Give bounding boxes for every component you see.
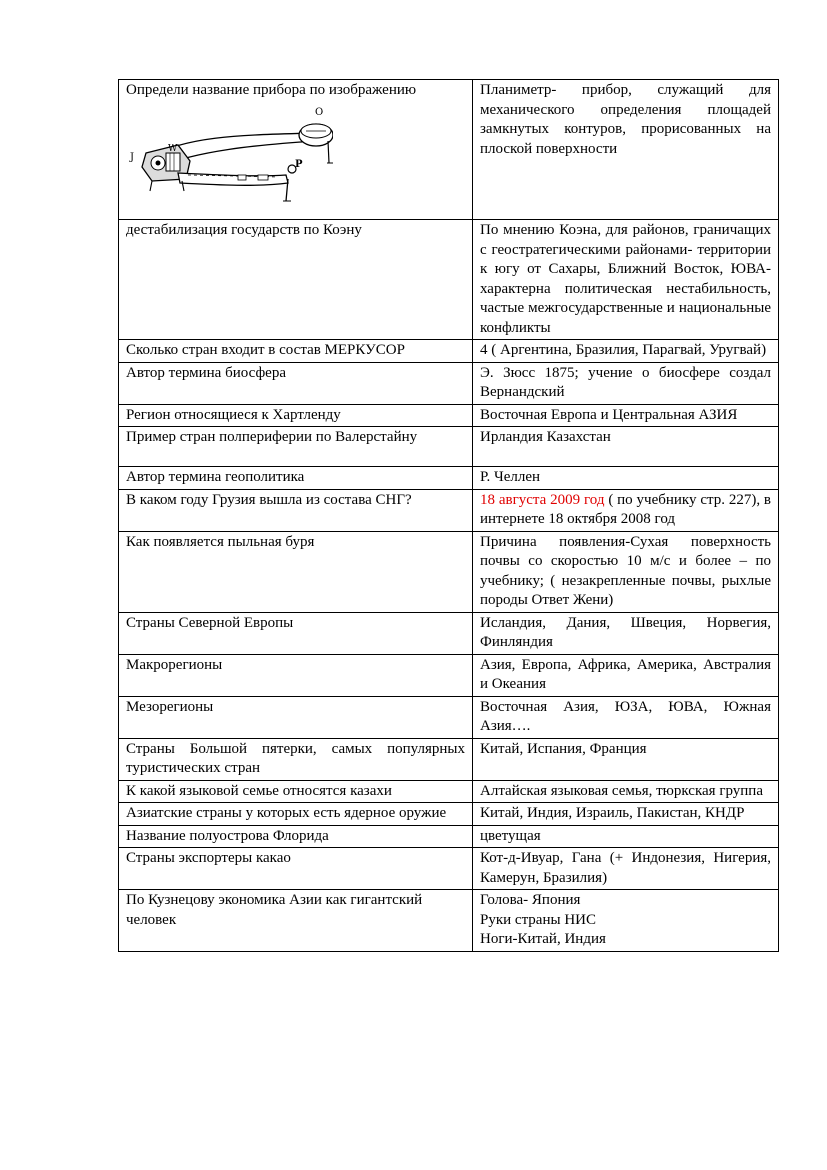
answer-text: Китай, Индия, Израиль, Пакистан, КНДР: [480, 805, 745, 821]
planimeter-illustration: [128, 105, 333, 205]
answer-cell: [473, 80, 779, 220]
answer-text: ( по учебнику стр. 227), в интернете 18 октября 2008 год: [480, 491, 771, 527]
question-cell: [119, 531, 473, 612]
answer-cell: [473, 696, 779, 738]
answer-text: 4 ( Аргентина, Бразилия, Парагвай, Уругвай): [480, 342, 767, 358]
table-row: [119, 427, 779, 467]
question-text: Макрорегионы: [126, 656, 223, 673]
question-cell: [119, 467, 473, 490]
answer-text: Исландия, Дания, Швеция, Норвегия, Финляндия: [480, 614, 771, 650]
answer-cell: [473, 340, 779, 363]
table-row: [119, 80, 779, 220]
question-text: К какой языковой семье относятся казахи: [126, 782, 392, 799]
question-cell: [119, 404, 473, 427]
answer-cell: [473, 427, 779, 467]
question-cell: [119, 696, 473, 738]
answer-line: Голова- Япония: [480, 892, 581, 908]
answer-cell: [473, 780, 779, 803]
question-cell: [119, 362, 473, 404]
answer-text: Причина появления-Сухая поверхность почвы со скоростью 10 м/с и более – по учебнику; ( незакрепленные почвы, рыхлые породы Ответ Жени): [480, 533, 771, 608]
question-text: Страны Большой пятерки, самых популярных туристических стран: [126, 740, 465, 776]
answer-text: Р. Челлен: [480, 469, 541, 485]
question-cell: [119, 427, 473, 467]
answer-cell: [473, 362, 779, 404]
label-p: P: [295, 158, 303, 170]
table-row: [119, 467, 779, 490]
question-text: Страны Северной Европы: [126, 614, 294, 631]
question-cell: [119, 340, 473, 363]
question-text: дестабилизация государств по Коэну: [126, 222, 362, 238]
question-cell: [119, 803, 473, 826]
question-text: Автор термина биосфера: [126, 364, 286, 381]
table-row: [119, 531, 779, 612]
answer-cell: [473, 467, 779, 490]
answer-text: Китай, Испания, Франция: [480, 740, 647, 757]
question-text: Азиатские страны у которых есть ядерное оружие: [126, 805, 447, 821]
question-text: Название полуострова Флорида: [126, 827, 329, 844]
answer-line: Руки страны НИС: [480, 911, 596, 928]
question-cell: [119, 612, 473, 654]
answer-cell: [473, 404, 779, 427]
answer-text: цветущая: [480, 827, 541, 844]
answer-cell: [473, 738, 779, 780]
table-row: [119, 738, 779, 780]
table-row: [119, 612, 779, 654]
question-cell: [119, 80, 473, 220]
question-text: Определи название прибора по изображению: [126, 82, 417, 98]
answer-cell: [473, 848, 779, 890]
table-row: [119, 825, 779, 848]
table-row: [119, 220, 779, 340]
answer-text: Э. Зюсс 1875; учение о биосфере создал Вернандский: [480, 364, 771, 400]
answer-cell: [473, 825, 779, 848]
question-text: Сколько стран входит в состав МЕРКУСОР: [126, 342, 405, 358]
table-row: [119, 362, 779, 404]
answer-cell: [473, 489, 779, 531]
question-cell: [119, 489, 473, 531]
question-text: Как появляется пыльная буря: [126, 533, 315, 550]
answer-text: Азия, Европа, Африка, Америка, Австралия и Океания: [480, 656, 771, 692]
answer-cell: [473, 890, 779, 952]
answer-text: Восточная Азия, ЮЗА, ЮВА, Южная Азия….: [480, 698, 771, 734]
table-row: [119, 654, 779, 696]
question-text: Регион относящиеся к Хартленду: [126, 406, 341, 423]
table-row: [119, 848, 779, 890]
question-text: Пример стран полпериферии по Валерстайну: [126, 429, 418, 445]
question-text: Страны экспортеры какао: [126, 850, 291, 866]
answer-text: Восточная Европа и Центральная АЗИЯ: [480, 406, 738, 423]
question-cell: [119, 220, 473, 340]
question-text: Мезорегионы: [126, 698, 214, 715]
qa-table: [118, 79, 779, 952]
table-row: [119, 489, 779, 531]
answer-cell: [473, 612, 779, 654]
question-cell: [119, 890, 473, 952]
answer-text: Кот-д-Ивуар, Гана (+ Индонезия, Нигерия, Камерун, Бразилия): [480, 850, 771, 886]
answer-text: По мнению Коэна, для районов, граничащих с геостратегическими районами- территории к югу от Сахары, Ближний Восток, ЮВА-характерна политическая нестабильность, частые межгосударственные и национальные конфликты: [480, 222, 771, 336]
question-text: Автор термина геополитика: [126, 469, 305, 485]
answer-text: Планиметр- прибор, служащий для механического определения площадей замкнутых контуров, прорисованных на плоской поверхности: [480, 82, 771, 157]
question-cell: [119, 825, 473, 848]
answer-text: Ирландия Казахстан: [480, 429, 611, 445]
answer-cell: [473, 803, 779, 826]
answer-line: Ноги-Китай, Индия: [480, 931, 606, 947]
question-text: По Кузнецову экономика Азии как гигантский человек: [126, 892, 423, 928]
table-row: [119, 780, 779, 803]
table-row: [119, 803, 779, 826]
table-row: [119, 696, 779, 738]
answer-cell: [473, 654, 779, 696]
question-cell: [119, 848, 473, 890]
answer-cell: [473, 220, 779, 340]
answer-cell: [473, 531, 779, 612]
table-row: [119, 890, 779, 952]
question-text: В каком году Грузия вышла из состава СНГ?: [126, 491, 412, 508]
question-cell: [119, 738, 473, 780]
label-w: W: [168, 143, 178, 154]
label-o: O: [315, 106, 324, 118]
table-row: [119, 404, 779, 427]
label-j: J: [130, 151, 135, 163]
answer-text: Алтайская языковая семья, тюркская группа: [480, 782, 763, 799]
answer-highlight: 18 августа 2009 год: [480, 491, 605, 508]
question-cell: [119, 780, 473, 803]
question-cell: [119, 654, 473, 696]
table-row: [119, 340, 779, 363]
